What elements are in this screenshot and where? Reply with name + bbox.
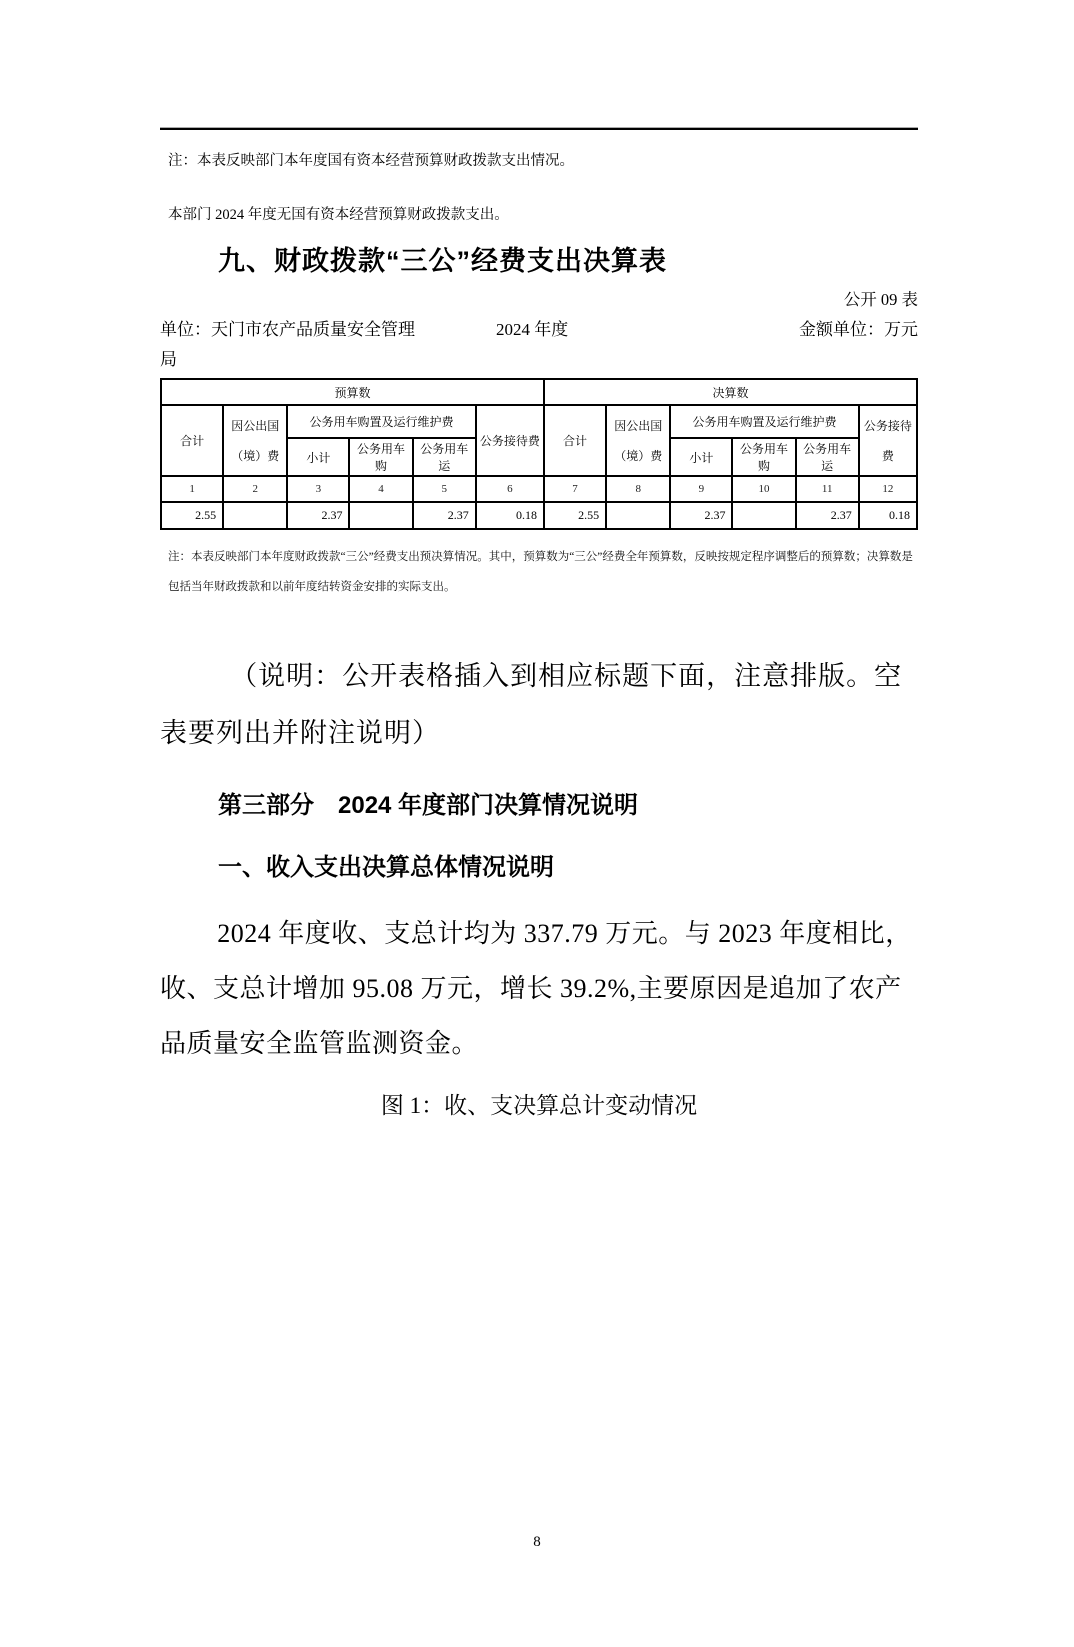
value-cell xyxy=(349,502,412,529)
th-operation-final: 公务用车运 xyxy=(796,438,859,476)
page-number: 8 xyxy=(533,1534,541,1550)
th-operation-budget: 公务用车运 xyxy=(413,438,476,476)
header-rule xyxy=(160,127,918,130)
col-number-cell: 5 xyxy=(413,476,476,502)
th-reception-final: 公务接待费 xyxy=(859,405,917,476)
th-subtotal-budget: 小计 xyxy=(287,438,349,476)
th-abroad-final: 因公出国（境）费 xyxy=(606,405,670,476)
value-cell xyxy=(606,502,670,529)
amount-unit-label: 金额单位：万元 xyxy=(799,320,918,339)
value-cell: 0.18 xyxy=(859,502,917,529)
table-code-label: 公开 09 表 xyxy=(843,290,918,309)
unit-name-line2: 局 xyxy=(160,350,177,369)
value-cell: 0.18 xyxy=(476,502,544,529)
th-purchase-final: 公务用车购 xyxy=(732,438,795,476)
th-abroad-budget: 因公出国（境）费 xyxy=(223,405,287,476)
document-page xyxy=(0,127,1074,1647)
section-nine-title: 九、财政拨款“三公”经费支出决算表 xyxy=(218,246,667,276)
figure-caption: 图 1：收、支决算总计变动情况 xyxy=(380,1093,698,1118)
value-cell: 2.37 xyxy=(413,502,476,529)
value-cell: 2.37 xyxy=(796,502,859,529)
subsection-one-title: 一、收入支出决算总体情况说明 xyxy=(218,854,554,881)
table-footnote: 注：本表反映部门本年度财政拨款“三公”经费支出预决算情况。其中，预算数为“三公”经费全年预算数，反映按规定程序调整后的预算数；决算数是包括当年财政拨款和以前年度结转资金安排的实际支出。 xyxy=(168,551,913,593)
value-cell xyxy=(223,502,287,529)
col-number-cell: 6 xyxy=(476,476,544,502)
value-cell: 2.37 xyxy=(670,502,732,529)
th-purchase-budget: 公务用车购 xyxy=(349,438,412,476)
col-number-cell: 2 xyxy=(223,476,287,502)
th-subtotal-final: 小计 xyxy=(670,438,732,476)
th-reception-budget: 公务接待费 xyxy=(476,405,544,476)
table-meta-row xyxy=(160,315,918,375)
th-vehicle-budget: 公务用车购置及运行维护费 xyxy=(287,405,475,438)
unit-name-line1: 单位：天门市农产品质量安全管理 xyxy=(160,320,415,339)
value-cell: 2.37 xyxy=(287,502,349,529)
group-header-budget: 预算数 xyxy=(161,379,544,405)
col-number-cell: 10 xyxy=(732,476,795,502)
remark-paragraph: （说明：公开表格插入到相应标题下面，注意排版。空表要列出并附注说明） xyxy=(160,661,903,748)
fiscal-year-label: 2024 年度 xyxy=(496,320,569,339)
col-number-cell: 4 xyxy=(349,476,412,502)
page-content xyxy=(160,127,918,1121)
summary-paragraph: 2024 年度收、支总计均为 337.79 万元。与 2023 年度相比，收、支总计增加 95.08 万元，增长 39.2%,主要原因是追加了农产品质量安全监管监测资金。 xyxy=(160,919,912,1058)
col-number-cell: 3 xyxy=(287,476,349,502)
col-number-cell: 12 xyxy=(859,476,917,502)
col-number-cell: 7 xyxy=(544,476,606,502)
value-cell: 2.55 xyxy=(544,502,606,529)
no-expenditure-note: 本部门 2024 年度无国有资本经营预算财政拨款支出。 xyxy=(168,207,509,223)
sangong-expense-table xyxy=(160,378,918,530)
col-number-cell: 11 xyxy=(796,476,859,502)
group-header-final: 决算数 xyxy=(544,379,917,405)
col-number-cell: 8 xyxy=(606,476,670,502)
value-cell: 2.55 xyxy=(161,502,223,529)
value-cell xyxy=(732,502,795,529)
th-total-budget: 合计 xyxy=(161,405,223,476)
unit-name-label xyxy=(160,315,496,375)
col-number-cell: 9 xyxy=(670,476,732,502)
part-three-title: 第三部分 2024 年度部门决算情况说明 xyxy=(218,792,639,819)
col-number-cell: 1 xyxy=(161,476,223,502)
th-vehicle-final: 公务用车购置及运行维护费 xyxy=(670,405,858,438)
th-total-final: 合计 xyxy=(544,405,606,476)
gov-capital-note: 注：本表反映部门本年度国有资本经营预算财政拨款支出情况。 xyxy=(168,153,574,169)
